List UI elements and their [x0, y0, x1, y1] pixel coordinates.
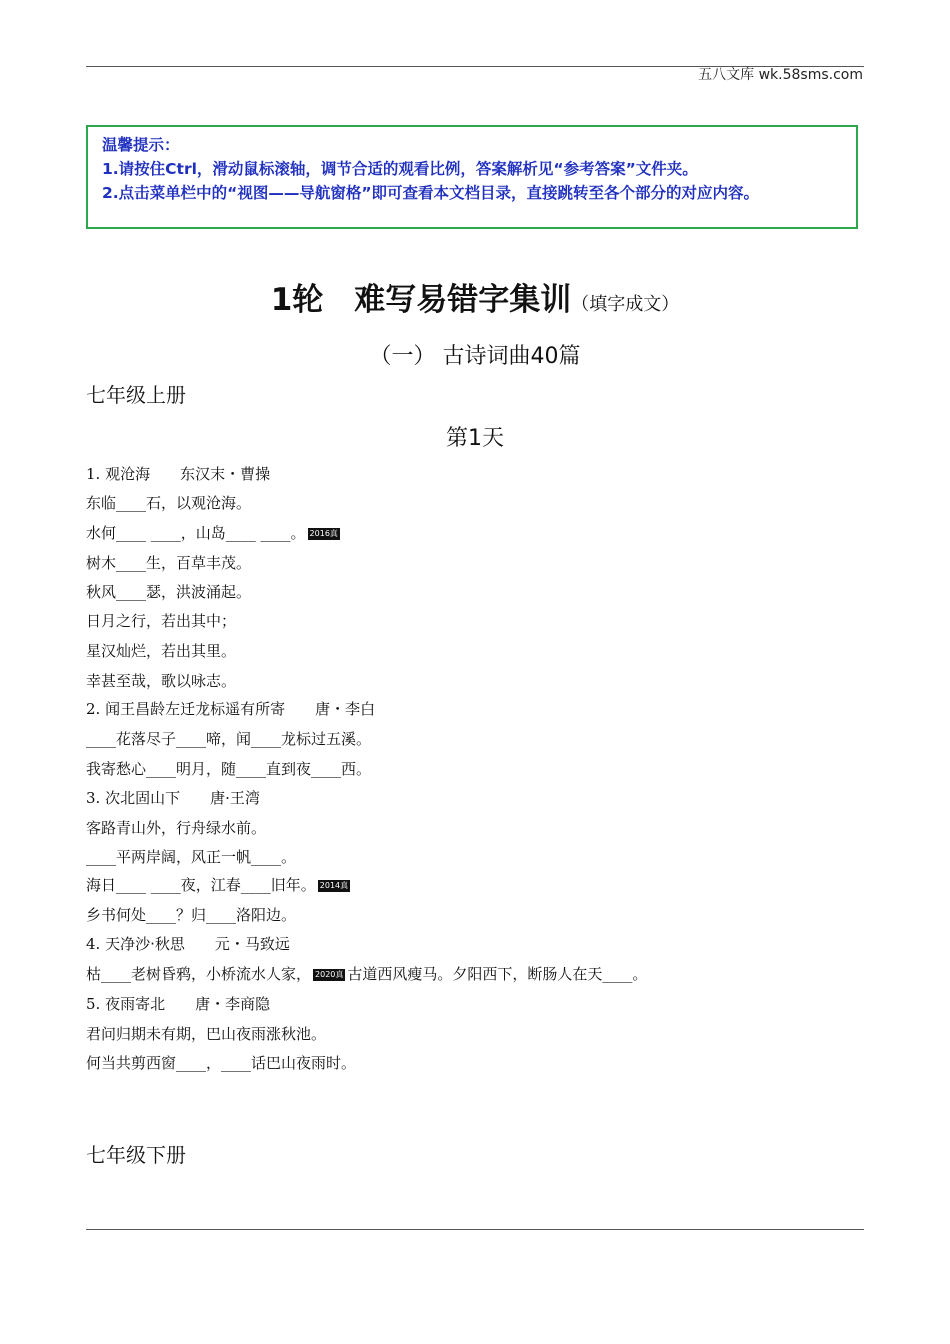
poem-line	[86, 963, 647, 985]
exam-year-badge: 2014真	[319, 881, 349, 890]
exam-year-badge: 2016真	[309, 529, 338, 538]
poem-line	[86, 522, 342, 544]
poem-line: 何当共剪西窗____，____话巴山夜雨时。	[86, 1054, 357, 1072]
poem-4-heading	[86, 933, 290, 955]
poem-title: 次北固山下	[105, 789, 181, 807]
tip-line-1: 1.请按住Ctrl，滑动鼠标滚轴，调节合适的观看比例，答案解析见“参考答案”文件夹。	[102, 160, 698, 178]
poem-line: 树木____生，百草丰茂。	[86, 554, 252, 572]
poem-number: 5.	[86, 995, 106, 1013]
tip-line-2: 2.点击菜单栏中的“视图——导航窗格”即可查看本文档目录，直接跳转至各个部分的对应内容。	[102, 184, 760, 202]
poem-line: ____花落尽子____啼，闻____龙标过五溪。	[86, 730, 372, 748]
poem-line: 君问归期未有期，巴山夜雨涨秋池。	[86, 1025, 327, 1043]
poem-5-heading	[86, 993, 270, 1015]
poem-line-text: 海日____ ____夜，江春____旧年。	[86, 876, 316, 894]
poem-line: 秋风____瑟，洪波涌起。	[86, 583, 252, 601]
poem-line-text: 古道西风瘦马。夕阳西下，断肠人在天____。	[347, 965, 648, 983]
footer-divider	[86, 1229, 864, 1230]
poem-2-heading	[86, 698, 375, 720]
title-sub: （填字成文）	[571, 294, 680, 315]
poem-line: 乡书何处____？归____洛阳边。	[86, 906, 297, 924]
poem-line: 东临____石，以观沧海。	[86, 494, 252, 512]
poem-line: 星汉灿烂，若出其里。	[86, 642, 237, 660]
poem-line: 日月之行，若出其中；	[86, 612, 237, 630]
poem-author: 唐・李白	[315, 700, 376, 718]
day-heading: 第1天	[446, 426, 504, 451]
poem-line: 客路青山外，行舟绿水前。	[86, 819, 267, 837]
poem-line-text: 枯____老树昏鸦，小桥流水人家，	[86, 965, 312, 983]
header-site-label: 五八文库 wk.58sms.com	[698, 67, 863, 83]
poem-author: 元・马致远	[214, 935, 290, 953]
poem-title: 闻王昌龄左迁龙标遥有所寄	[105, 700, 286, 718]
poem-line-text: 水何____ ____，山岛____ ____。	[86, 524, 306, 542]
poem-line	[86, 874, 352, 896]
poem-author: 唐·王湾	[210, 789, 260, 807]
poem-line: ____平两岸阔，风正一帆____。	[86, 848, 297, 866]
poem-number: 2.	[86, 700, 106, 718]
poem-title: 夜雨寄北	[105, 995, 166, 1013]
poem-number: 4.	[86, 935, 106, 953]
exam-year-badge: 2020真	[315, 970, 344, 979]
poem-number: 3.	[86, 789, 106, 807]
poem-line: 幸甚至哉，歌以咏志。	[86, 672, 237, 690]
poem-number: 1.	[86, 465, 106, 483]
tip-box	[86, 125, 858, 229]
poem-title: 观沧海	[105, 465, 151, 483]
poem-line: 我寄愁心____明月，随____直到夜____西。	[86, 760, 372, 778]
poem-3-heading	[86, 787, 260, 809]
tip-heading: 温馨提示：	[102, 136, 180, 154]
title-main: 1轮 难写易错字集训	[270, 282, 572, 318]
page-title	[0, 280, 950, 325]
poem-title: 天净沙·秋思	[105, 935, 185, 953]
poem-author: 唐・李商隐	[195, 995, 271, 1013]
poem-1-heading	[86, 463, 270, 485]
grade-upper-heading: 七年级上册	[86, 383, 186, 407]
section-subtitle: （一） 古诗词曲40篇	[369, 344, 581, 369]
poem-author: 东汉末・曹操	[180, 465, 271, 483]
grade-lower-heading: 七年级下册	[86, 1143, 186, 1167]
